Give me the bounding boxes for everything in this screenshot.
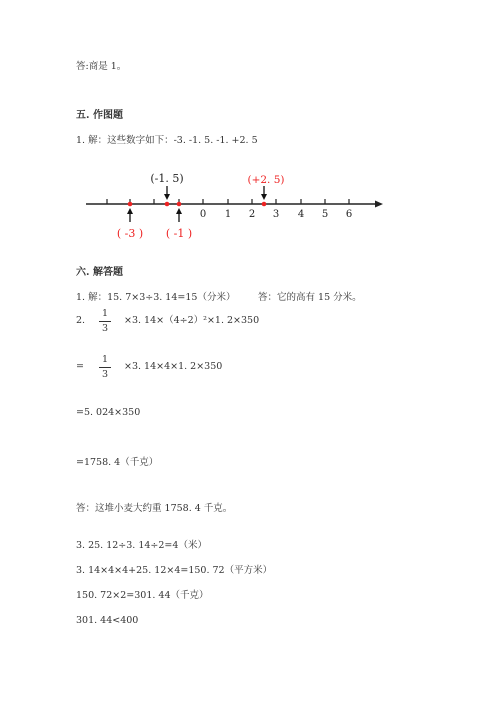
arrow-neg1-icon xyxy=(176,208,182,222)
equals-sign: = xyxy=(76,361,84,372)
fraction-one-third-2 xyxy=(99,355,111,379)
label-pos2-5: (+2. 5) xyxy=(247,174,285,186)
point-pos2-5 xyxy=(262,202,267,207)
q2-label: 2. xyxy=(76,315,86,326)
q3-line-4: 301. 44<400 xyxy=(76,615,139,626)
point-neg3 xyxy=(128,202,133,207)
tick-label-1: 1 xyxy=(224,209,232,220)
q1-calculation: 1. 解：15. 7×3÷3. 14=15（分米） xyxy=(76,292,236,303)
label-neg1-5: (-1. 5) xyxy=(150,172,184,185)
section-five-q1: 1. 解：这些数字如下：-3. -1. 5. -1. +2. 5 xyxy=(76,135,258,146)
section-five-title: 五. 作图题 xyxy=(76,110,123,121)
q3-line-1: 3. 25. 12÷3. 14÷2=4（米） xyxy=(76,540,207,551)
tick-label-5: 5 xyxy=(321,209,329,220)
number-line xyxy=(0,165,500,245)
fraction-bar xyxy=(99,367,111,368)
fraction-numerator: 1 xyxy=(101,308,109,319)
q2-line-4: =1758. 4（千克） xyxy=(76,457,159,468)
arrow-pos2-5-icon xyxy=(261,186,267,200)
minor-ticks xyxy=(107,199,349,204)
fraction-denominator: 3 xyxy=(101,368,109,380)
q2-answer: 答：这堆小麦大约重 1758. 4 千克。 xyxy=(76,503,233,514)
axis-arrow-icon xyxy=(375,201,383,208)
q2-expression-1: ×3. 14×（4÷2）²×1. 2×350 xyxy=(124,315,260,326)
q2-line-3: =5. 024×350 xyxy=(76,407,141,418)
point-neg1-5 xyxy=(165,202,170,207)
q3-line-2: 3. 14×4×4+25. 12×4=150. 72（平方米） xyxy=(76,565,273,576)
tick-label-6: 6 xyxy=(345,209,353,220)
q3-line-3: 150. 72×2=301. 44（千克） xyxy=(76,590,209,601)
tick-label-0: 0 xyxy=(199,209,207,220)
q1-answer: 答：它的高有 15 分米。 xyxy=(258,292,362,303)
label-neg1: ( -1 ) xyxy=(165,227,193,240)
previous-answer: 答:商是 1。 xyxy=(76,61,127,72)
tick-label-3: 3 xyxy=(272,209,280,220)
section-six-title: 六. 解答题 xyxy=(76,267,123,278)
arrow-neg3-icon xyxy=(127,208,133,222)
arrow-neg1-5-icon xyxy=(164,186,170,200)
point-neg1 xyxy=(177,202,182,207)
fraction-denominator: 3 xyxy=(101,322,109,334)
fraction-one-third xyxy=(99,309,111,333)
q2-expression-2: ×3. 14×4×1. 2×350 xyxy=(124,361,223,372)
tick-label-4: 4 xyxy=(297,209,305,220)
fraction-bar xyxy=(99,321,111,322)
label-neg3: ( -3 ) xyxy=(116,227,144,240)
fraction-numerator: 1 xyxy=(101,354,109,365)
tick-label-2: 2 xyxy=(248,209,256,220)
